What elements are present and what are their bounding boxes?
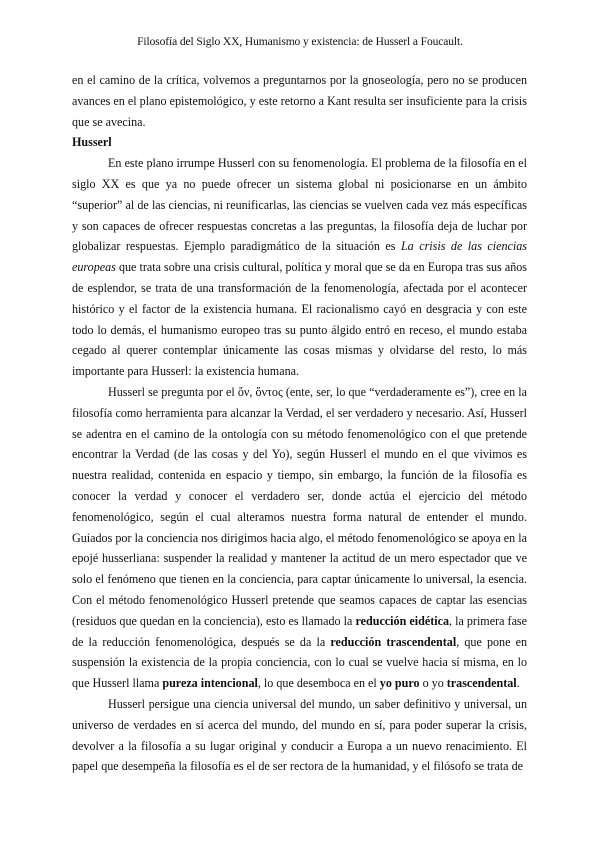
paragraph-2-text-c: , que pone en suspensión la existencia de la propia conciencia, con lo cual se vuelve hacia sí misma, en lo que Husserl llama [72,634,527,691]
section-heading: Husserl [72,135,112,150]
paragraph-continuation: en el camino de la crítica, volvemos a preguntarnos por la gnoseología, pero no se producen avances en el plano epistemológico, y este retorno a Kant resulta ser insuficiente para la crisis que se avecina. [72,73,527,129]
paragraph-2-text-f: . [516,676,520,691]
paragraph-3: Husserl persigue una ciencia universal del mundo, un saber definitivo y universal, un universo de verdades en sí acerca del mundo, del mundo en sí, para poder superar la crisis, devolver a la filosofía a su lugar original y conducir a Europa a un nuevo renacimiento. El papel que desempeña la filosofía es el de ser rectora de la humanidad, y el filósofo se trata de [72,696,527,774]
term-reduccion-eidetica: reducción eidética [355,613,449,628]
book-title: La crisis de las ciencias europeas [72,239,528,275]
paragraph-1-text-b: que trata sobre una crisis cultural, política y moral que se da en Europa tras sus años de esplendor, se trata de una transformación de la fenomenología, afectada por el acontecer histórico y el factor de la existencia humana. El racionalismo cayó en desgracia y con este todo lo demás, el humanismo europeo tras su punto álgido entró en receso, el mundo estaba cegado al querer contemplar únicamente las cosas mismas y olvidarse del resto, lo más importante para Husserl: la existencia humana. [72,260,527,379]
term-pureza-intencional: pureza intencional [162,676,258,691]
paragraph-2-text-b: , la primera fase de la reducción fenomenológica, después se da la [72,613,528,649]
paragraph-2 [72,382,527,694]
running-header: Filosofía del Siglo XX, Humanismo y existencia: de Husserl a Foucault. [137,36,463,48]
term-yo-puro: yo puro [379,676,420,691]
paragraph-1 [72,153,527,382]
paragraph-1-text-a: En este plano irrumpe Husserl con su fenomenología. El problema de la filosofía en el siglo XX es que ya no puede ofrecer un sistema global ni posicionarse en un ámbito “superior” al de las ciencias, ni reunificarlas, las ciencias se vuelven cada vez más específicas y son capaces de ofrecer respuestas concretas a las preguntas, la filosofía deja de luchar por globalizar respuestas. Ejemplo paradigmático de la situación es [72,156,527,254]
term-trascendental: trascendental [446,676,517,691]
paragraph-2-text-a: Husserl se pregunta por el ὄν, ὄντος (ente, ser, lo que “verdaderamente es”), cree en la filosofía como herramienta para alcanzar la Verdad, el ser verdadero y necesario. Así, Husserl se adentra en el camino de la ontología con su método fenomenológico con el que pretende encontrar la Verdad (de las cosas y del Yo), según Husserl el mundo en el que vivimos es nuestra realidad, contenida en espacio y tiempo, sin embargo, la función de la filosofía es conocer la verdad y conocer el verdadero ser, donde actúa el ejercicio del método fenomenológico, según el cual alteramos nuestra forma natural de entender el mundo. Guiados por la conciencia nos dirigimos hacia algo, el método fenomenológico se apoya en la epojé husserliana: suspender la realidad y mantener la actitud de un mero espectador que ve solo el fenómeno que tienen en la conciencia, para captar únicamente lo universal, la esencia. Con el método fenomenológico Husserl pretende que seamos capaces de captar las esencias (residuos que quedan en la conciencia), esto es llamado la [72,384,527,628]
body-text [72,70,527,777]
term-reduccion-trascendental: reducción trascendental [330,634,457,649]
paragraph-2-text-d: , lo que desemboca en el [257,676,380,691]
paragraph-2-text-e: o yo [419,676,447,691]
